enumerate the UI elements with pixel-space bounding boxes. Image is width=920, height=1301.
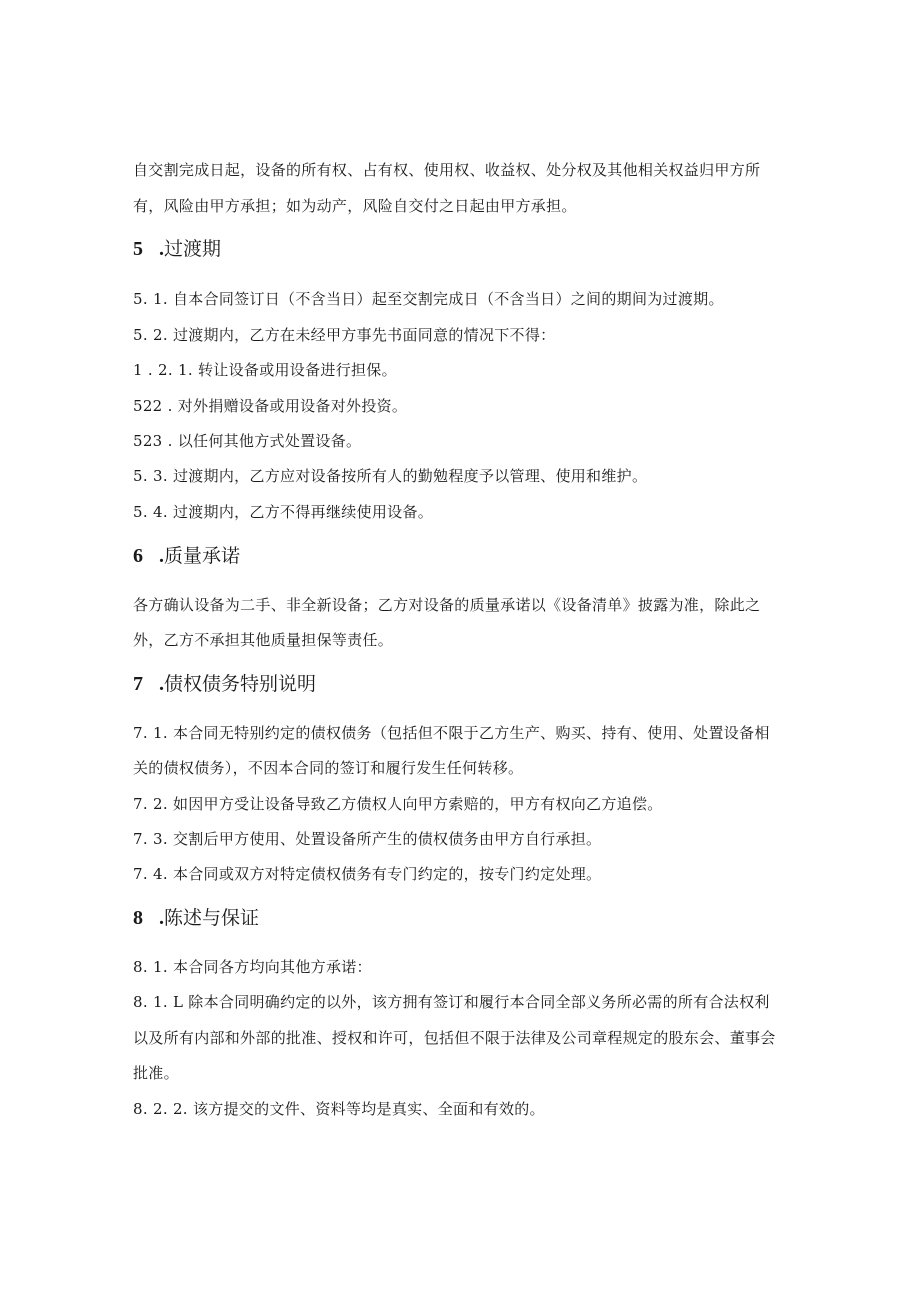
section-title: 陈述与保证 (164, 907, 260, 929)
section-number: 7 (133, 673, 143, 695)
clause-8-1: 8. 1. 本合同各方均向其他方承诺： (133, 958, 372, 976)
section-5-heading (133, 235, 221, 262)
clause-7-1: 7. 1. 本合同无特别约定的债权债务（包括但不限于乙方生产、购买、持有、使用、处置设备相 (133, 724, 770, 742)
clause-7-2: 7. 2. 如因甲方受让设备导致乙方债权人向甲方索赔的，甲方有权向乙方追偿。 (133, 795, 663, 813)
intro-line-1: 自交割完成日起，设备的所有权、占有权、使用权、收益权、处分权及其他相关权益归甲方所 (133, 161, 761, 179)
section-title: 质量承诺 (164, 545, 241, 567)
clause-5-2-1: 1 . 2. 1. 转让设备或用设备进行担保。 (133, 361, 397, 379)
clause-8-2-2: 8. 2. 2. 该方提交的文件、资料等均是真实、全面和有效的。 (133, 1100, 545, 1118)
clause-5-2-3: 523 . 以任何其他方式处置设备。 (133, 432, 362, 450)
section-7-heading (133, 670, 316, 697)
clause-7-4: 7. 4. 本合同或双方对特定债权债务有专门约定的，按专门约定处理。 (133, 865, 602, 883)
clause-5-1: 5. 1. 自本合同签订日（不含当日）起至交割完成日（不含当日）之间的期间为过渡期。 (133, 290, 724, 308)
section-dot: . (159, 673, 164, 695)
section-8-heading (133, 904, 259, 931)
section-dot: . (159, 545, 164, 567)
section-title: 债权债务特别说明 (164, 673, 317, 695)
clause-8-1-1: 8. 1. L 除本合同明确约定的以外，该方拥有签订和履行本合同全部义务所必需的所有合法权利 (133, 993, 770, 1011)
section-number: 6 (133, 545, 143, 567)
clause-5-2: 5. 2. 过渡期内，乙方在未经甲方事先书面同意的情况下不得： (133, 326, 556, 344)
clause-5-2-2: 522 . 对外捐赠设备或用设备对外投资。 (133, 397, 408, 415)
section-dot: . (159, 238, 164, 260)
intro-line-2: 有，风险由甲方承担；如为动产，风险自交付之日起由甲方承担。 (133, 197, 577, 215)
clause-5-4: 5. 4. 过渡期内，乙方不得再继续使用设备。 (133, 503, 434, 521)
clause-7-1-cont: 关的债权债务），不因本合同的签订和履行发生任何转移。 (133, 759, 524, 777)
section-number: 5 (133, 238, 143, 260)
clause-5-3: 5. 3. 过渡期内，乙方应对设备按所有人的勤勉程度予以管理、使用和维护。 (133, 467, 648, 485)
section-6-line-2: 外，乙方不承担其他质量担保等责任。 (133, 631, 394, 649)
clause-8-1-1-cont-2: 批准。 (133, 1064, 179, 1082)
clause-7-3: 7. 3. 交割后甲方使用、处置设备所产生的债权债务由甲方自行承担。 (133, 830, 602, 848)
section-6-heading (133, 542, 240, 569)
section-number: 8 (133, 907, 143, 929)
section-6-line-1: 各方确认设备为二手、非全新设备；乙方对设备的质量承诺以《设备清单》披露为准，除此之 (133, 596, 761, 614)
section-dot: . (159, 907, 164, 929)
clause-8-1-1-cont: 以及所有内部和外部的批准、授权和许可，包括但不限于法律及公司章程规定的股东会、董事会 (133, 1029, 776, 1047)
section-title: 过渡期 (164, 238, 222, 260)
